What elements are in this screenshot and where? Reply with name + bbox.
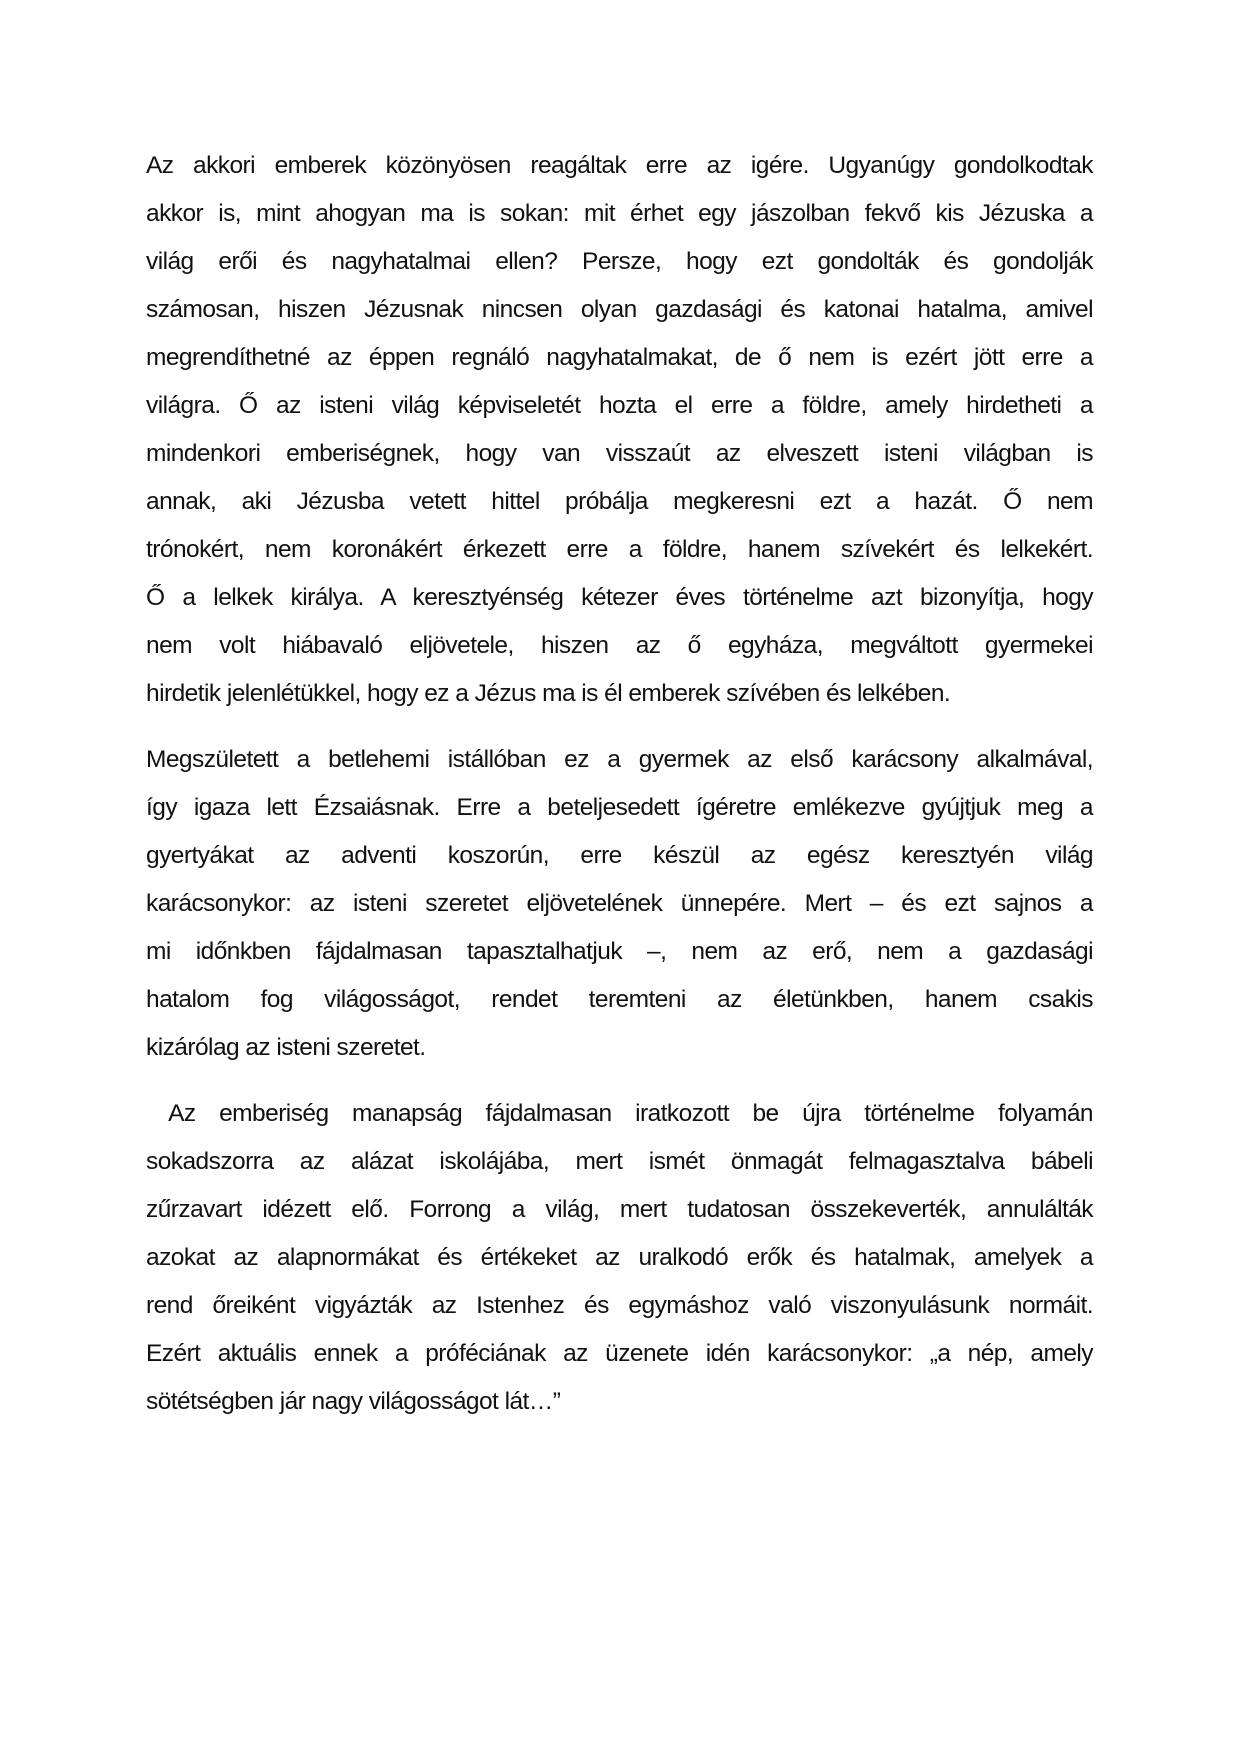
text-line: zűrzavart idézett elő. Forrong a világ, mert tudatosan összekeverték, annulálták — [146, 1196, 1093, 1223]
paragraph-spacing — [146, 1072, 1093, 1090]
text-line: mi időnkben fájdalmasan tapasztalhatjuk –, nem az erő, nem a gazdasági — [146, 938, 1093, 965]
text-line: hatalom fog világosságot, rendet teremteni az életünkben, hanem csakis — [146, 986, 1093, 1013]
text-line: mindenkori emberiségnek, hogy van visszaút az elveszett isteni világban is — [146, 440, 1093, 467]
text-line: annak, aki Jézusba vetett hittel próbálja megkeresni ezt a hazát. Ő nem — [146, 488, 1093, 515]
paragraph-3 — [146, 1090, 1093, 1426]
text-line: gyertyákat az adventi koszorún, erre készül az egész keresztyén világ — [146, 842, 1093, 869]
text-line: azokat az alapnormákat és értékeket az uralkodó erők és hatalmak, amelyek a — [146, 1244, 1093, 1271]
text-line: így igaza lett Ézsaiásnak. Erre a beteljesedett ígéretre emlékezve gyújtjuk meg a — [146, 794, 1093, 821]
text-line: akkor is, mint ahogyan ma is sokan: mit érhet egy jászolban fekvő kis Jézuska a — [146, 200, 1093, 227]
text-line: számosan, hiszen Jézusnak nincsen olyan gazdasági és katonai hatalma, amivel — [146, 296, 1093, 323]
text-line: karácsonykor: az isteni szeretet eljövetelének ünnepére. Mert – és ezt sajnos a — [146, 890, 1093, 917]
text-line: világ erői és nagyhatalmai ellen? Persze, hogy ezt gondolták és gondolják — [146, 248, 1093, 275]
paragraph-1 — [146, 142, 1093, 718]
text-line: sokadszorra az alázat iskolájába, mert ismét önmagát felmagasztalva bábeli — [146, 1148, 1093, 1175]
text-line: megrendíthetné az éppen regnáló nagyhatalmakat, de ő nem is ezért jött erre a — [146, 344, 1093, 371]
document-page — [146, 142, 1093, 1426]
text-line: Az emberiség manapság fájdalmasan iratkozott be újra történelme folyamán — [146, 1100, 1093, 1127]
paragraph-spacing — [146, 718, 1093, 736]
text-line: kizárólag az isteni szeretet. — [146, 1034, 426, 1061]
text-line: hirdetik jelenlétükkel, hogy ez a Jézus ma is él emberek szívében és lelkében. — [146, 680, 951, 707]
text-line: Megszületett a betlehemi istállóban ez a gyermek az első karácsony alkalmával, — [146, 746, 1093, 773]
text-line: nem volt hiábavaló eljövetele, hiszen az ő egyháza, megváltott gyermekei — [146, 632, 1093, 659]
text-line: trónokért, nem koronákért érkezett erre a földre, hanem szívekért és lelkekért. — [146, 536, 1093, 563]
text-line: világra. Ő az isteni világ képviseletét hozta el erre a földre, amely hirdetheti a — [146, 392, 1093, 419]
text-line: rend őreiként vigyázták az Istenhez és egymáshoz való viszonyulásunk normáit. — [146, 1292, 1093, 1319]
text-line: Ezért aktuális ennek a próféciának az üzenete idén karácsonykor: „a nép, amely — [146, 1340, 1093, 1367]
text-line: Az akkori emberek közönyösen reagáltak erre az igére. Ugyanúgy gondolkodtak — [146, 152, 1093, 179]
paragraph-2 — [146, 736, 1093, 1072]
text-line: sötétségben jár nagy világosságot lát…” — [146, 1388, 561, 1415]
text-line: Ő a lelkek királya. A keresztyénség kétezer éves történelme azt bizonyítja, hogy — [146, 584, 1093, 611]
